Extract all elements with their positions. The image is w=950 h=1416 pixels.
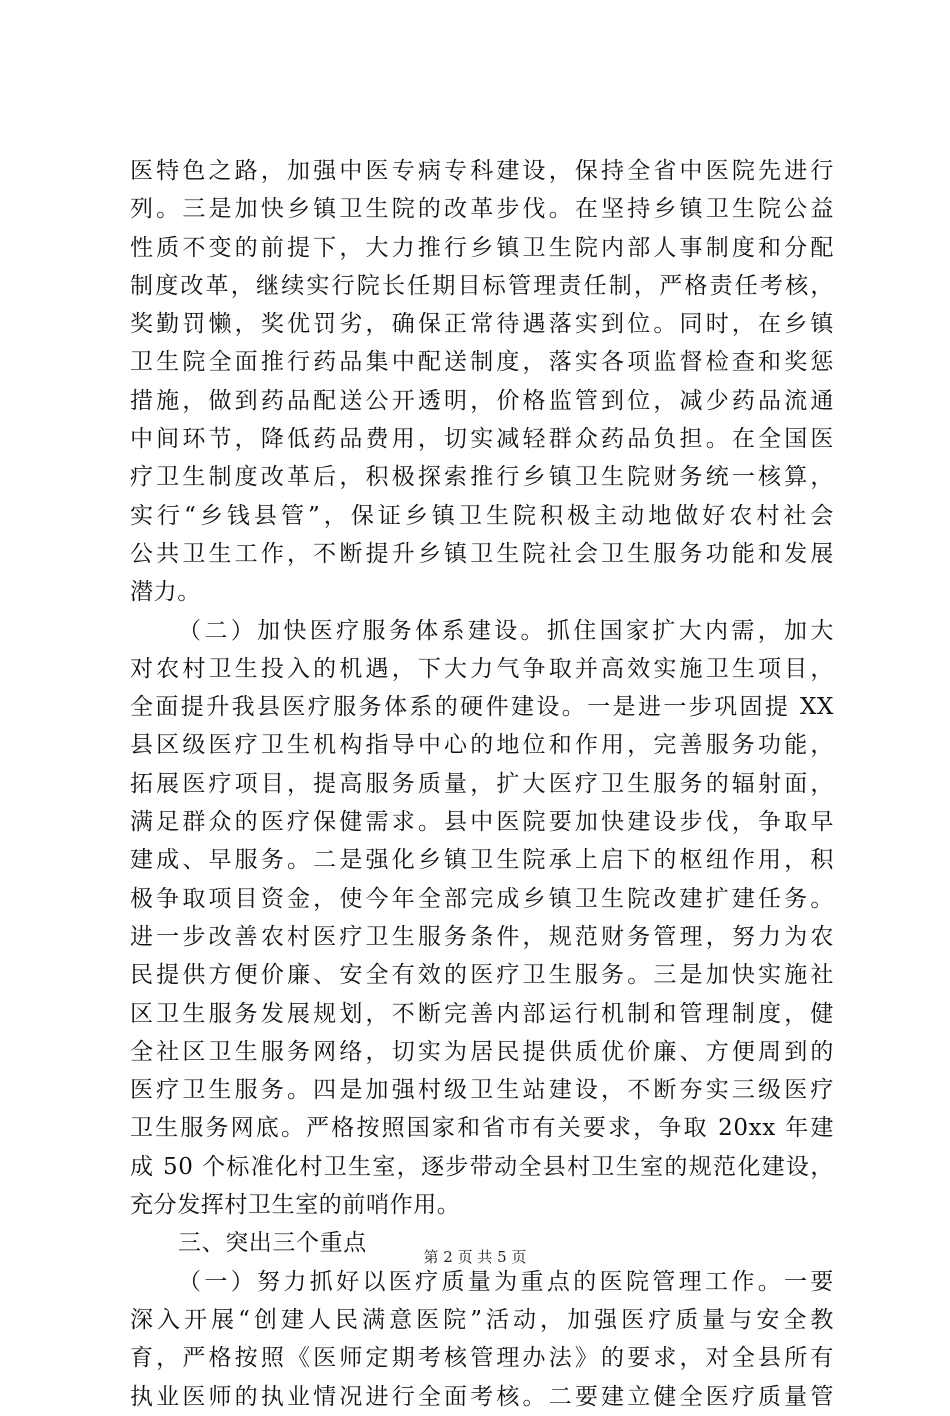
text-line: 卫生院全面推行药品集中配送制度，落实各项监督检查和奖惩 — [130, 349, 834, 376]
text-line: 列。三是加快乡镇卫生院的改革步伐。在坚持乡镇卫生院公益 — [130, 196, 834, 223]
text-line: 县区级医疗卫生机构指导中心的地位和作用，完善服务功能， — [130, 732, 834, 759]
text-line: 全面提升我县医疗服务体系的硬件建设。一是进一步巩固提 XX — [130, 694, 834, 721]
text-line: 制度改革，继续实行院长任期目标管理责任制，严格责任考核， — [130, 272, 834, 299]
page-number-footer: 第 2 页 共 5 页 — [423, 1248, 527, 1266]
text-line: （二）加快医疗服务体系建设。抓住国家扩大内需，加大 — [178, 617, 834, 644]
text-line: 卫生服务网底。严格按照国家和省市有关要求，争取 20xx 年建 — [130, 1115, 834, 1142]
text-line: 实行“乡钱县管”，保证乡镇卫生院积极主动地做好农村社会 — [130, 502, 834, 529]
text-line: 疗卫生制度改革后，积极探索推行乡镇卫生院财务统一核算， — [130, 464, 834, 491]
text-line: （一）努力抓好以医疗质量为重点的医院管理工作。一要 — [178, 1268, 834, 1295]
text-line: 对农村卫生投入的机遇，下大力气争取并高效实施卫生项目， — [130, 655, 834, 682]
section-heading: 三、突出三个重点 — [178, 1230, 367, 1257]
text-line: 深入开展“创建人民满意医院”活动，加强医疗质量与安全教 — [130, 1306, 834, 1333]
body-text — [130, 152, 834, 1416]
text-line: 满足群众的医疗保健需求。县中医院要加快建设步伐，争取早 — [130, 809, 834, 836]
text-line: 奖勤罚懒，奖优罚劣，确保正常待遇落实到位。同时，在乡镇 — [130, 311, 834, 338]
text-line: 建成、早服务。二是强化乡镇卫生院承上启下的枢纽作用，积 — [130, 847, 834, 874]
text-line: 执业医师的执业情况进行全面考核。二要建立健全医疗质量管 — [130, 1383, 834, 1410]
text-line: 育，严格按照《医师定期考核管理办法》的要求，对全县所有 — [130, 1345, 834, 1372]
text-line: 区卫生服务发展规划，不断完善内部运行机制和管理制度，健 — [130, 1000, 834, 1027]
text-line: 极争取项目资金，使今年全部完成乡镇卫生院改建扩建任务。 — [130, 885, 834, 912]
text-line: 充分发挥村卫生室的前哨作用。 — [130, 1192, 461, 1219]
text-line: 医疗卫生服务。四是加强村级卫生站建设，不断夯实三级医疗 — [130, 1077, 834, 1104]
text-line: 成 50 个标准化村卫生室，逐步带动全县村卫生室的规范化建设， — [130, 1153, 834, 1180]
text-line: 拓展医疗项目，提高服务质量，扩大医疗卫生服务的辐射面， — [130, 770, 834, 797]
text-line: 医特色之路，加强中医专病专科建设，保持全省中医院先进行 — [130, 158, 834, 184]
text-line: 中间环节，降低药品费用，切实减轻群众药品负担。在全国医 — [130, 426, 834, 453]
text-line: 公共卫生工作，不断提升乡镇卫生院社会卫生服务功能和发展 — [130, 540, 834, 567]
text-line: 措施，做到药品配送公开透明，价格监管到位，减少药品流通 — [130, 387, 834, 414]
text-line: 进一步改善农村医疗卫生服务条件，规范财务管理，努力为农 — [130, 923, 834, 950]
text-line: 民提供方便价廉、安全有效的医疗卫生服务。三是加快实施社 — [130, 962, 834, 989]
text-line: 性质不变的前提下，大力推行乡镇卫生院内部人事制度和分配 — [130, 234, 834, 261]
text-line: 全社区卫生服务网络，切实为居民提供质优价廉、方便周到的 — [130, 1038, 834, 1065]
text-line: 潜力。 — [130, 579, 201, 606]
